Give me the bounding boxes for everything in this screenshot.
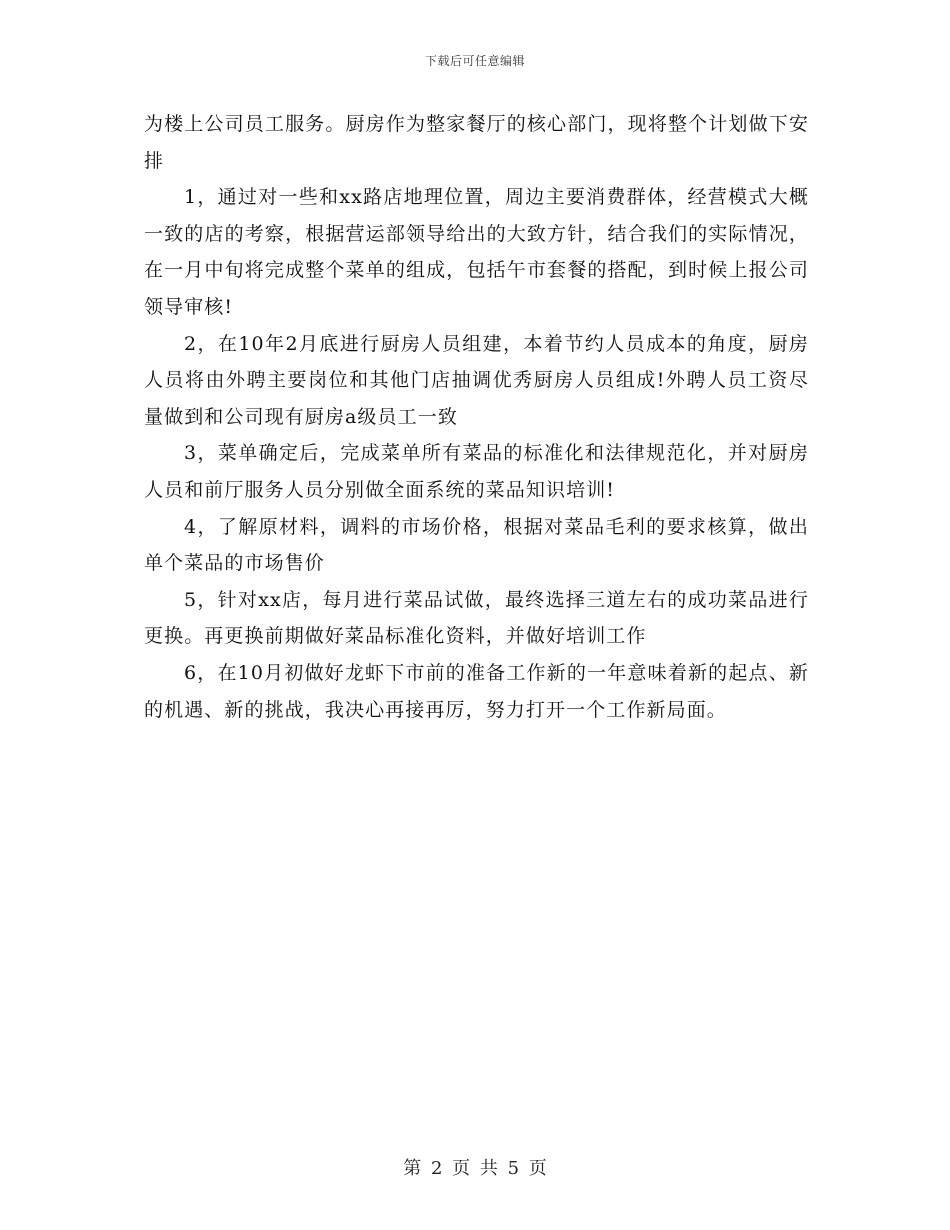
paragraph-item-6: 6，在10月初做好龙虾下市前的准备工作新的一年意味着新的起点、新的机遇、新的挑战，我决心再接再厉，努力打开一个工作新局面。 (144, 661, 809, 721)
paragraph-item-2: 2，在10年2月底进行厨房人员组建，本着节约人员成本的角度，厨房人员将由外聘主要岗位和其他门店抽调优秀厨房人员组成!外聘人员工资尽量做到和公司现有厨房a级员工一致 (144, 332, 809, 428)
document-body (144, 106, 809, 728)
paragraph-item-5: 5，针对xx店，每月进行菜品试做，最终选择三道左右的成功菜品进行更换。再更换前期做好菜品标准化资料，并做好培训工作 (144, 588, 809, 648)
page-number-footer: 第 2 页 共 5 页 (403, 1158, 547, 1179)
page-header: 下载后可任意编辑 (424, 54, 525, 68)
paragraph-item-4: 4，了解原材料，调料的市场价格，根据对菜品毛利的要求核算，做出单个菜品的市场售价 (144, 515, 809, 575)
paragraph-item-1: 1，通过对一些和xx路店地理位置，周边主要消费群体，经营模式大概一致的店的考察，根据营运部领导给出的大致方针，结合我们的实际情况，在一月中旬将完成整个菜单的组成，包括午市套餐的搭配，到时候上报公司领导审核! (144, 186, 809, 318)
paragraph-item-3: 3，菜单确定后，完成菜单所有菜品的标准化和法律规范化，并对厨房人员和前厅服务人员分别做全面系统的菜品知识培训! (144, 442, 809, 501)
paragraph-intro: 为楼上公司员工服务。厨房作为整家餐厅的核心部门，现将整个计划做下安排 (144, 113, 809, 172)
